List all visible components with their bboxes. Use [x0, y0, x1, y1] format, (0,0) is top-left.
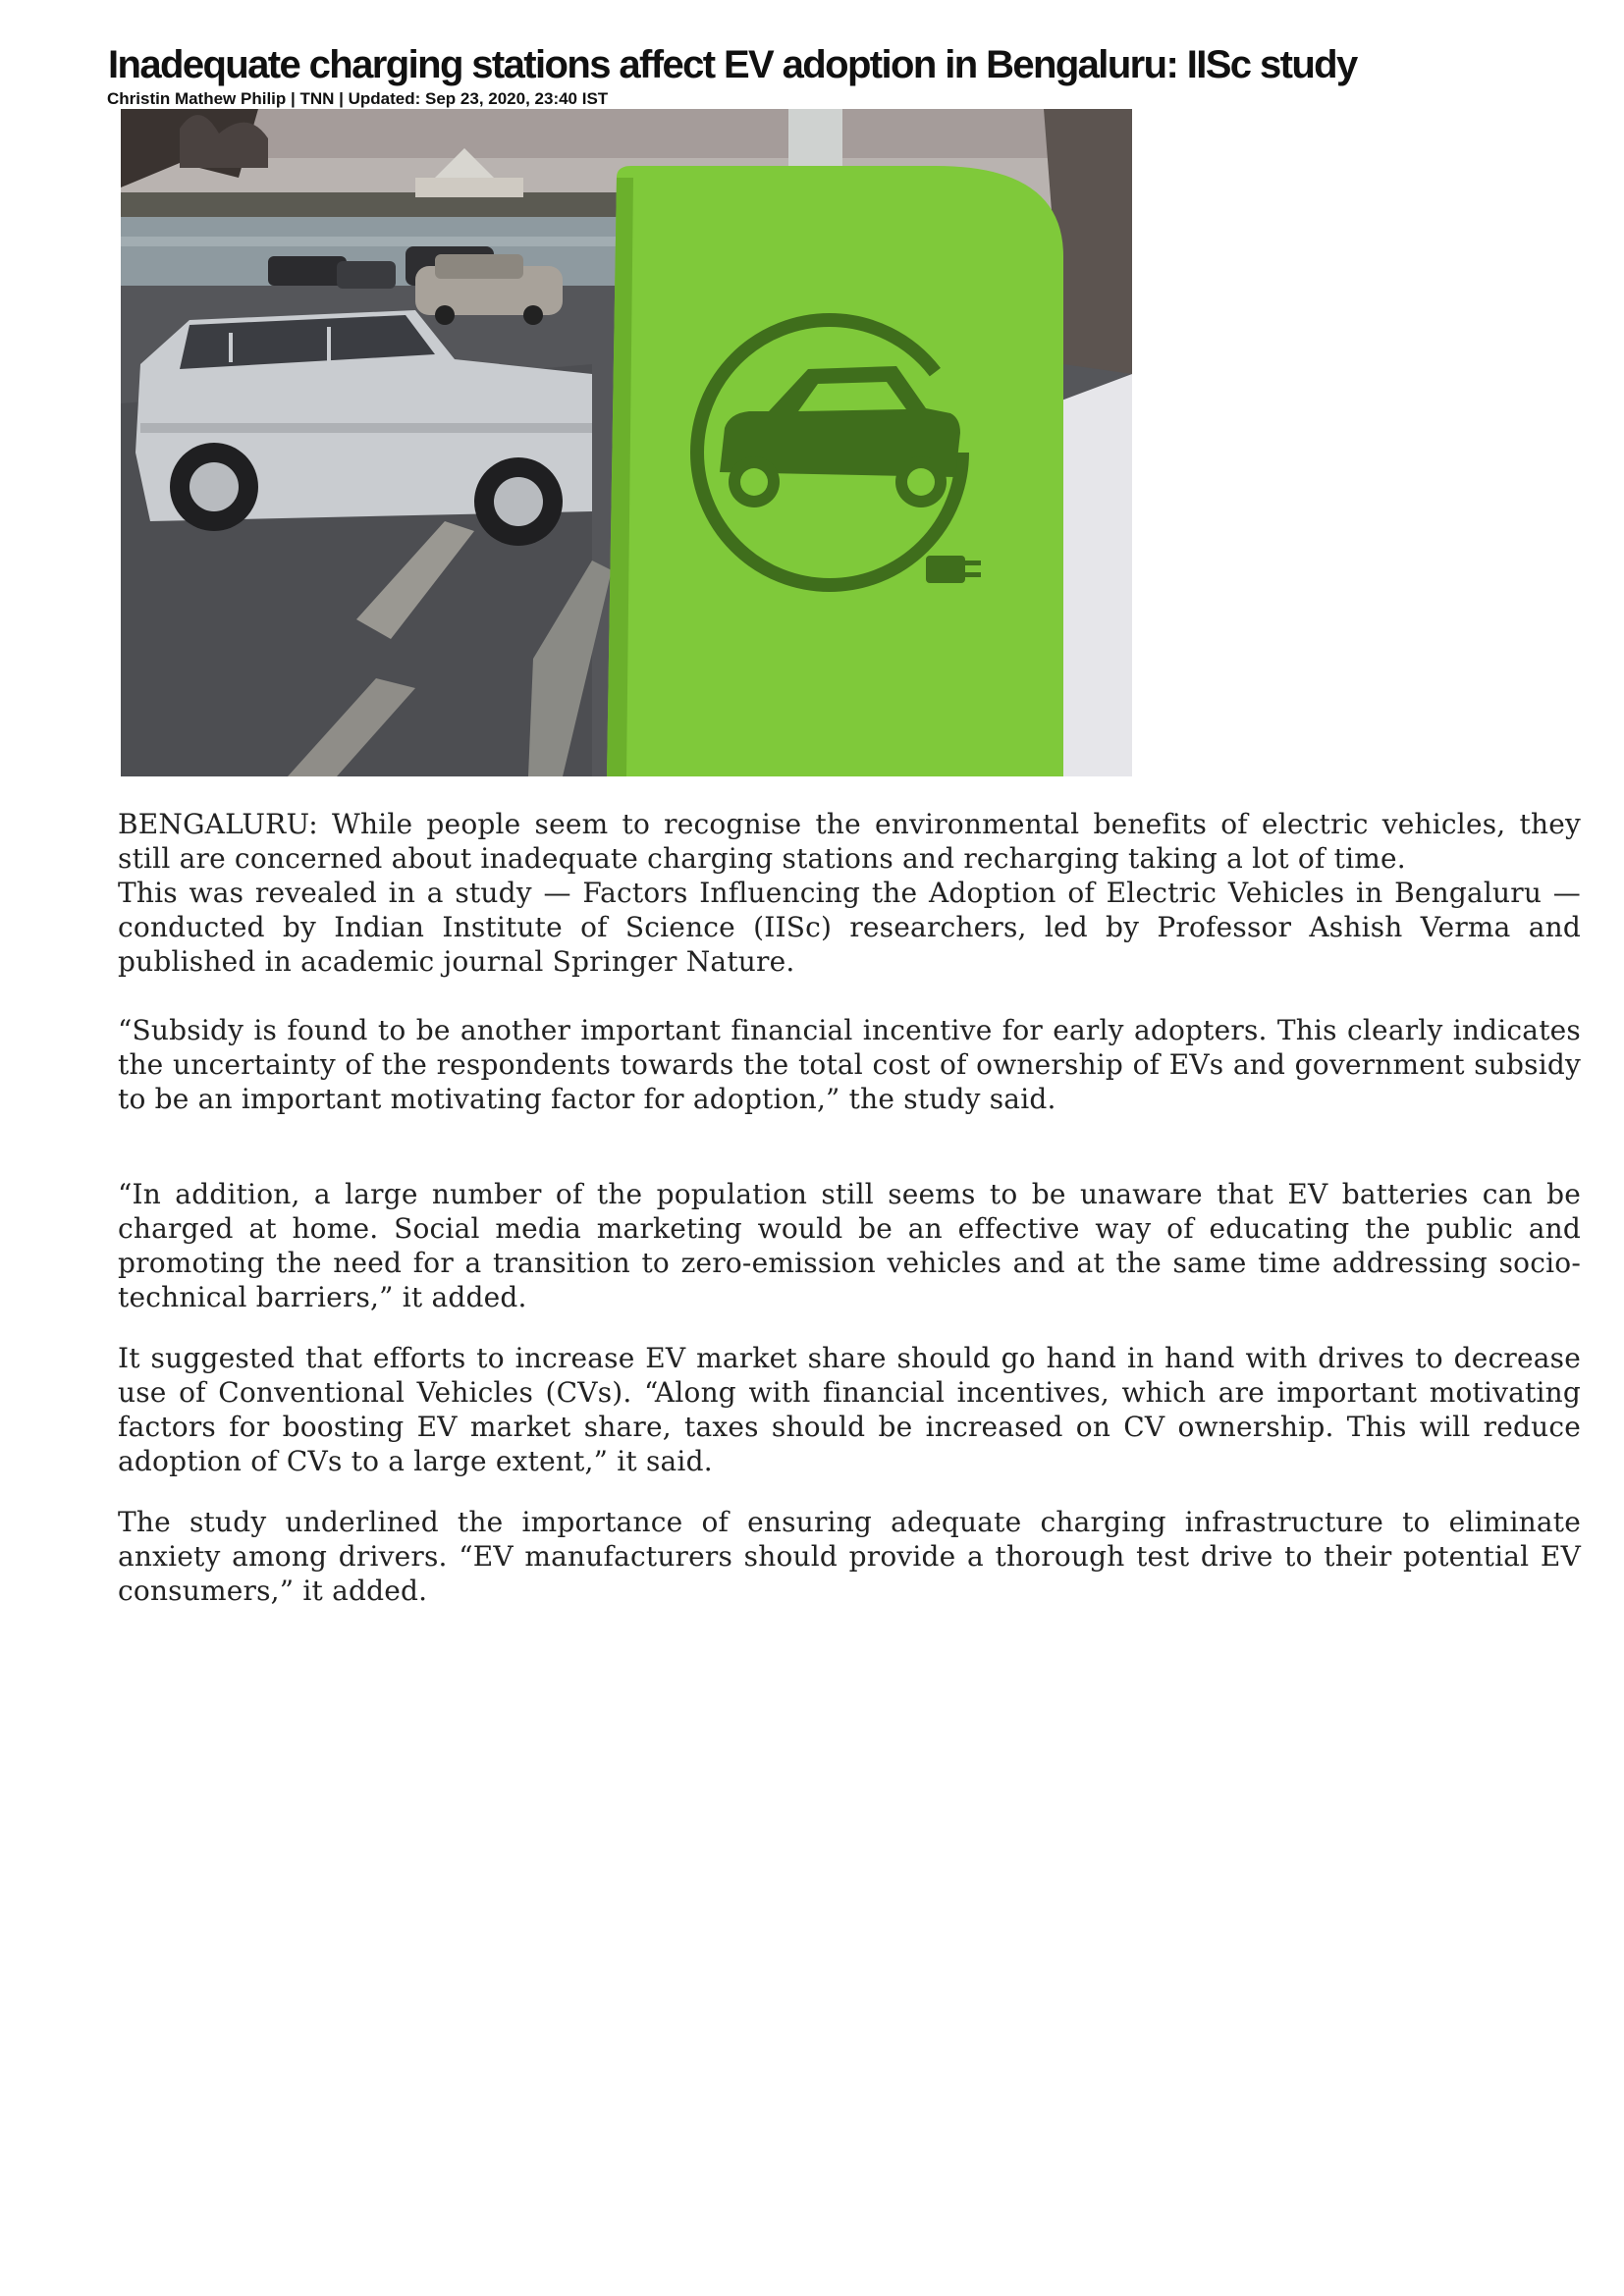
- article-body: [118, 807, 1581, 1608]
- article-paragraph: This was revealed in a study — Factors Influencing the Adoption of Electric Vehicles in Bengaluru — conducted by Indian Institute of Science (IISc) researchers, led by Professor Ashish Verma and published in academic journal Springer Nature.: [118, 877, 1581, 978]
- article-headline: Inadequate charging stations affect EV adoption in Bengaluru: IISc study: [108, 43, 1357, 86]
- article-photo: [121, 109, 1132, 776]
- article-paragraph: The study underlined the importance of ensuring adequate charging infrastructure to eliminate anxiety among drivers. “EV manufacturers should provide a thorough test drive to their potential EV consumers,” it added.: [118, 1506, 1581, 1607]
- article-byline: Christin Mathew Philip | TNN | Updated: Sep 23, 2020, 23:40 IST: [107, 89, 609, 108]
- article-paragraph: “In addition, a large number of the population still seems to be unaware that EV batteries can be charged at home. Social media marketing would be an effective way of educating the public and promoting the need for a transition to zero-emission vehicles and at the same time addressing socio-technical barriers,” it added.: [118, 1178, 1581, 1313]
- article-paragraph: “Subsidy is found to be another important financial incentive for early adopters. This clearly indicates the uncertainty of the respondents towards the total cost of ownership of EVs and government subsidy to be an important motivating factor for adoption,” the study said.: [118, 1014, 1581, 1115]
- article-paragraph: It suggested that efforts to increase EV market share should go hand in hand with drives to decrease use of Conventional Vehicles (CVs). “Along with financial incentives, which are important motivating factors for boosting EV market share, taxes should be increased on CV ownership. This will reduce adoption of CVs to a large extent,” it said.: [118, 1342, 1581, 1477]
- article-paragraph: BENGALURU: While people seem to recognise the environmental benefits of electric vehicles, they still are concerned about inadequate charging stations and recharging taking a lot of time.: [118, 808, 1581, 875]
